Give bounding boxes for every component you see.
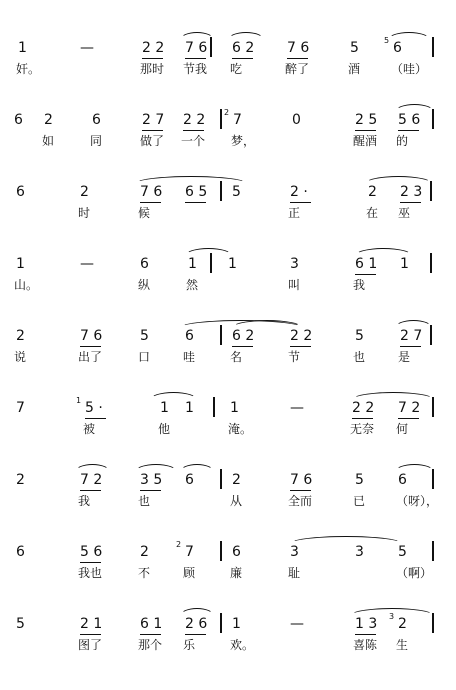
lyric: 节我	[183, 62, 208, 76]
note: 5	[355, 472, 364, 488]
barline	[220, 109, 222, 129]
lyric: 欢。	[230, 638, 255, 652]
note: 1	[400, 256, 409, 272]
lyric: 也	[138, 494, 151, 508]
grace-note: 1	[76, 396, 82, 405]
note: 6	[185, 472, 194, 488]
underline	[290, 202, 311, 203]
slur	[395, 464, 434, 473]
note: 6	[16, 184, 25, 200]
underline	[80, 634, 101, 635]
lyric: 做了	[140, 134, 165, 148]
lyric: 梦，	[231, 134, 256, 148]
note: 2 2	[352, 400, 375, 416]
lyric: 同	[90, 134, 103, 148]
note: 1	[160, 400, 169, 416]
lyric: 节	[288, 350, 301, 364]
note: 2 2	[290, 328, 313, 344]
note: 7 6	[185, 40, 208, 56]
slur	[355, 248, 412, 257]
underline	[142, 130, 163, 131]
lyric: 说	[14, 350, 27, 364]
slur	[350, 608, 434, 617]
note: 3	[355, 544, 364, 560]
note: 5 ·	[85, 400, 103, 416]
grace-note: 2	[176, 540, 182, 549]
note: 6	[92, 112, 101, 128]
underline	[398, 130, 419, 131]
underline	[185, 58, 206, 59]
score-row	[0, 180, 456, 252]
slur	[352, 392, 434, 401]
lyric: 他	[158, 422, 171, 436]
lyric: 然	[186, 278, 199, 292]
underline	[185, 634, 206, 635]
score-row	[0, 468, 456, 540]
lyric: 廉	[230, 566, 243, 580]
note: 6	[398, 472, 407, 488]
lyric: 山。	[14, 278, 39, 292]
slur	[232, 320, 302, 329]
lyric: 淹。	[228, 422, 253, 436]
score-row	[0, 36, 456, 108]
note: 2 ·	[290, 184, 308, 200]
note: 1	[18, 40, 27, 56]
note: 2	[368, 184, 377, 200]
lyric: 喜陈	[353, 638, 378, 652]
lyric: 生	[396, 638, 409, 652]
lyric: 我	[353, 278, 366, 292]
note: 7 6	[290, 472, 313, 488]
note: 2	[16, 328, 25, 344]
note: —	[290, 400, 304, 416]
lyric: 全而	[288, 494, 313, 508]
lyric: 正	[288, 206, 301, 220]
note: 1	[16, 256, 25, 272]
underline	[80, 562, 101, 563]
note: 1	[188, 256, 197, 272]
note: 6 1	[355, 256, 378, 272]
underline	[140, 202, 161, 203]
lyric: 被	[83, 422, 96, 436]
note: 2	[232, 472, 241, 488]
lyric: 从	[230, 494, 243, 508]
lyric: 一个	[181, 134, 206, 148]
note: 2 3	[400, 184, 423, 200]
underline	[183, 130, 204, 131]
note: 6 1	[140, 616, 163, 632]
lyric: 候	[138, 206, 151, 220]
lyric: 酒	[348, 62, 361, 76]
slur	[135, 176, 247, 185]
underline	[140, 634, 161, 635]
underline	[352, 418, 373, 419]
grace-note: 3	[389, 612, 395, 621]
note: 2 5	[355, 112, 378, 128]
lyric: 醒酒	[353, 134, 378, 148]
note: 6	[140, 256, 149, 272]
slur	[290, 536, 402, 545]
note: 3	[290, 544, 299, 560]
underline	[80, 490, 101, 491]
note: 5	[232, 184, 241, 200]
lyric: 的	[396, 134, 409, 148]
note: 7 6	[140, 184, 163, 200]
note: 1	[185, 400, 194, 416]
barline	[220, 541, 222, 561]
lyric: 叫	[288, 278, 301, 292]
note: 6	[185, 328, 194, 344]
underline	[140, 490, 161, 491]
score-row	[0, 252, 456, 324]
lyric: 时	[78, 206, 91, 220]
lyric: 如	[42, 134, 55, 148]
underline	[185, 202, 206, 203]
note: 6	[14, 112, 23, 128]
note: 5	[350, 40, 359, 56]
note: 3 5	[140, 472, 163, 488]
score-row	[0, 108, 456, 180]
slur	[180, 608, 214, 617]
score-row	[0, 540, 456, 612]
note: 7	[233, 112, 242, 128]
slur	[150, 392, 197, 401]
note: 1	[232, 616, 241, 632]
note: —	[80, 40, 94, 56]
note: 7	[16, 400, 25, 416]
note: 2 7	[400, 328, 423, 344]
note: 6 5	[185, 184, 208, 200]
lyric: 纵	[138, 278, 151, 292]
underline	[80, 346, 101, 347]
slur	[180, 464, 214, 473]
underline	[290, 490, 311, 491]
slur	[395, 320, 432, 329]
underline	[232, 58, 253, 59]
note: 5	[398, 544, 407, 560]
lyric: （啊）	[396, 566, 433, 580]
note: 3	[290, 256, 299, 272]
slur	[228, 32, 264, 41]
note: 6 2	[232, 328, 255, 344]
note: 2 2	[142, 40, 165, 56]
note: 2 6	[185, 616, 208, 632]
barline	[220, 613, 222, 633]
note: —	[80, 256, 94, 272]
note: —	[290, 616, 304, 632]
underline	[400, 346, 421, 347]
note: 2	[140, 544, 149, 560]
lyric: 口	[138, 350, 151, 364]
slur	[365, 176, 432, 185]
lyric: 在	[366, 206, 379, 220]
note: 7 6	[80, 328, 103, 344]
lyric: 哇	[183, 350, 196, 364]
underline	[355, 634, 376, 635]
lyric: 我	[78, 494, 91, 508]
lyric: 那时	[140, 62, 165, 76]
underline	[232, 346, 253, 347]
lyric: 顾	[183, 566, 196, 580]
note: 7 6	[287, 40, 310, 56]
note: 2 7	[142, 112, 165, 128]
lyric: 何	[396, 422, 409, 436]
lyric: 名	[230, 350, 243, 364]
underline	[400, 202, 421, 203]
note: 2	[16, 472, 25, 488]
lyric: （呀），	[396, 494, 439, 508]
lyric: 不	[138, 566, 151, 580]
note: 1 3	[355, 616, 378, 632]
underline	[85, 418, 106, 419]
note: 5	[140, 328, 149, 344]
barline	[432, 541, 434, 561]
underline	[398, 418, 419, 419]
lyric: （哇）	[391, 62, 428, 76]
note: 5 6	[398, 112, 421, 128]
barline	[220, 469, 222, 489]
underline	[287, 58, 308, 59]
barline	[432, 37, 434, 57]
lyric: 图了	[78, 638, 103, 652]
underline	[142, 58, 163, 59]
note: 5 6	[80, 544, 103, 560]
note: 6 2	[232, 40, 255, 56]
score-row	[0, 396, 456, 468]
lyric: 巫	[398, 206, 411, 220]
note: 7	[185, 544, 194, 560]
note: 7 2	[80, 472, 103, 488]
note: 5	[16, 616, 25, 632]
lyric: 乐	[183, 638, 196, 652]
barline	[430, 253, 432, 273]
lyric: 无奈	[350, 422, 375, 436]
lyric: 是	[398, 350, 411, 364]
note: 2 2	[183, 112, 206, 128]
lyric: 那个	[138, 638, 163, 652]
slur	[185, 248, 232, 257]
slur	[135, 464, 177, 473]
slur	[75, 464, 110, 473]
score-row	[0, 324, 456, 396]
underline	[355, 130, 376, 131]
lyric: 醉了	[285, 62, 310, 76]
note: 6	[393, 40, 402, 56]
note: 6	[16, 544, 25, 560]
grace-note: 2	[224, 108, 230, 117]
grace-note: 5	[384, 36, 390, 45]
note: 2	[398, 616, 407, 632]
note: 7 2	[398, 400, 421, 416]
underline	[355, 274, 376, 275]
note: 2	[44, 112, 53, 128]
note: 6	[232, 544, 241, 560]
lyric: 奸。	[16, 62, 41, 76]
lyric: 也	[353, 350, 366, 364]
lyric: 已	[353, 494, 366, 508]
lyric: 耻	[288, 566, 301, 580]
lyric: 出了	[78, 350, 103, 364]
underline	[290, 346, 311, 347]
slur	[388, 32, 430, 41]
note: 1	[230, 400, 239, 416]
score-row	[0, 612, 456, 684]
note: 5	[355, 328, 364, 344]
lyric: 我也	[78, 566, 103, 580]
slur	[180, 32, 214, 41]
note: 2	[80, 184, 89, 200]
lyric: 吃	[230, 62, 243, 76]
note: 1	[228, 256, 237, 272]
note: 2 1	[80, 616, 103, 632]
note: 0	[292, 112, 301, 128]
barline	[213, 397, 215, 417]
slur	[395, 104, 434, 113]
